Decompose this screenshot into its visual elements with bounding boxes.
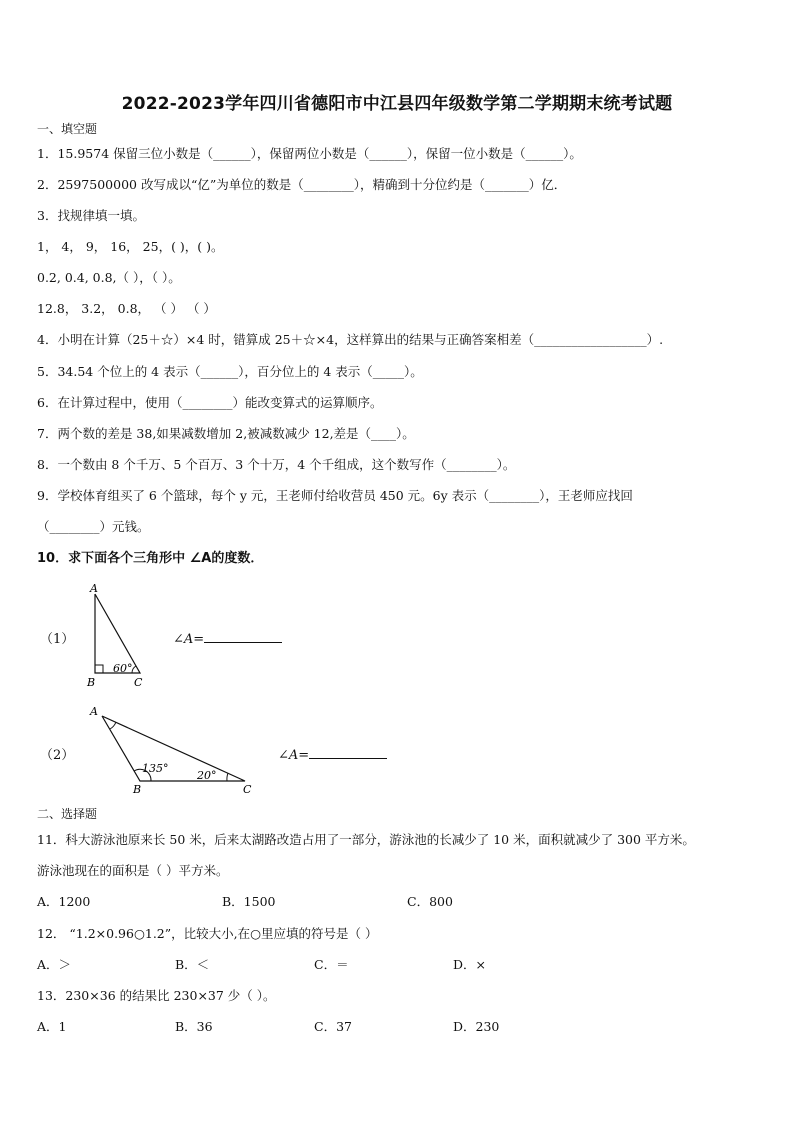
angle-c-value: 20° — [197, 769, 217, 782]
right-angle-mark — [95, 665, 103, 673]
question-9-line-1: 9．学校体育组买了 6 个篮球，每个 y 元，王老师付给收营员 450 元。6y 表示（________），王老师应找回 — [37, 488, 633, 503]
question-3-row-1: 1， 4， 9， 16， 25，( )，( )。 — [37, 239, 224, 254]
page-title: 2022-2023学年四川省德阳市中江县四年级数学第二学期期末统考试题 — [121, 94, 673, 114]
figure-2-answer-blank[interactable] — [309, 746, 387, 759]
question-10: 10．求下面各个三角形中 ∠A的度数． — [37, 551, 264, 566]
section-heading-multiple-choice: 二、选择题 — [37, 807, 98, 821]
triangle-2-shape — [102, 716, 245, 781]
question-3-row-3: 12.8， 3.2， 0.8， （ ） （ ） — [37, 301, 216, 316]
question-12: 12． “1.2×0.96○1.2”，比较大小,在○里应填的符号是（ ） — [37, 926, 378, 941]
question-3-row-2: 0.2, 0.4, 0.8,（ ），（ ）。 — [37, 270, 181, 285]
figure-1-label: （1） — [40, 632, 75, 647]
section-heading-fill-in: 一、填空题 — [37, 122, 98, 136]
question-3: 3．找规律填一填。 — [37, 208, 145, 223]
angle-c-arc — [227, 773, 228, 781]
question-12-option-b[interactable]: B．＜ — [175, 957, 210, 972]
angle-b-value: 135° — [142, 762, 169, 775]
question-12-option-c[interactable]: C．＝ — [314, 957, 349, 972]
question-11-option-c[interactable]: C．800 — [407, 894, 453, 909]
vertex-a: A — [90, 705, 98, 718]
question-12-option-a[interactable]: A．＞ — [37, 957, 72, 972]
question-13-option-a[interactable]: A．1 — [37, 1019, 67, 1034]
question-1: 1．15.9574 保留三位小数是（______），保留两位小数是（______），保留一位小数是（______）。 — [37, 146, 582, 161]
angle-c-value: 60° — [113, 662, 133, 675]
question-6: 6．在计算过程中，使用（________）能改变算式的运算顺序。 — [37, 395, 383, 410]
question-12-option-d[interactable]: D．× — [453, 957, 486, 972]
figure-2-label: （2） — [40, 748, 75, 763]
vertex-c: C — [134, 676, 143, 689]
figure-2-answer — [278, 746, 387, 763]
question-9-line-2: （________）元钱。 — [37, 519, 150, 534]
question-8: 8．一个数由 8 个千万、5 个百万、3 个十万，4 个千组成，这个数写作（________）。 — [37, 457, 516, 472]
vertex-b: B — [133, 783, 142, 796]
question-13: 13．230×36 的结果比 230×37 少（ ）。 — [37, 988, 276, 1003]
vertex-b: B — [87, 676, 96, 689]
figure-2-answer-label: ∠A= — [278, 748, 310, 763]
figure-1-answer-label: ∠A= — [173, 632, 205, 647]
figure-1-answer — [173, 630, 282, 647]
question-5: 5．34.54 个位上的 4 表示（______），百分位上的 4 表示（_____）。 — [37, 364, 423, 379]
question-2: 2．2597500000 改写成以“亿”为单位的数是（________），精确到十分位约是（_______）亿． — [37, 177, 567, 192]
question-13-option-c[interactable]: C．37 — [314, 1019, 352, 1034]
figure-1-answer-blank[interactable] — [204, 630, 282, 643]
question-4: 4．小明在计算（25＋☆）×4 时，错算成 25＋☆×4，这样算出的结果与正确答案相差（__________________）. — [37, 332, 664, 347]
vertex-a: A — [90, 582, 98, 595]
triangle-2-figure — [85, 703, 265, 798]
question-11-line-1: 11．科大游泳池原来长 50 米，后来太湖路改造占用了一部分，游泳池的长减少了 10 米，面积就减少了 300 平方米。 — [37, 832, 695, 847]
triangle-1-figure — [80, 582, 160, 692]
question-11-line-2: 游泳池现在的面积是（ ）平方米。 — [37, 863, 229, 878]
vertex-c: C — [243, 783, 252, 796]
angle-a-arc — [110, 722, 116, 729]
question-11-option-b[interactable]: B．1500 — [222, 894, 276, 909]
question-13-option-d[interactable]: D．230 — [453, 1019, 500, 1034]
question-7: 7．两个数的差是 38,如果减数增加 2,被减数减少 12,差是（____）。 — [37, 426, 415, 441]
question-13-option-b[interactable]: B．36 — [175, 1019, 213, 1034]
angle-c-arc — [132, 666, 136, 673]
question-11-option-a[interactable]: A．1200 — [37, 894, 91, 909]
